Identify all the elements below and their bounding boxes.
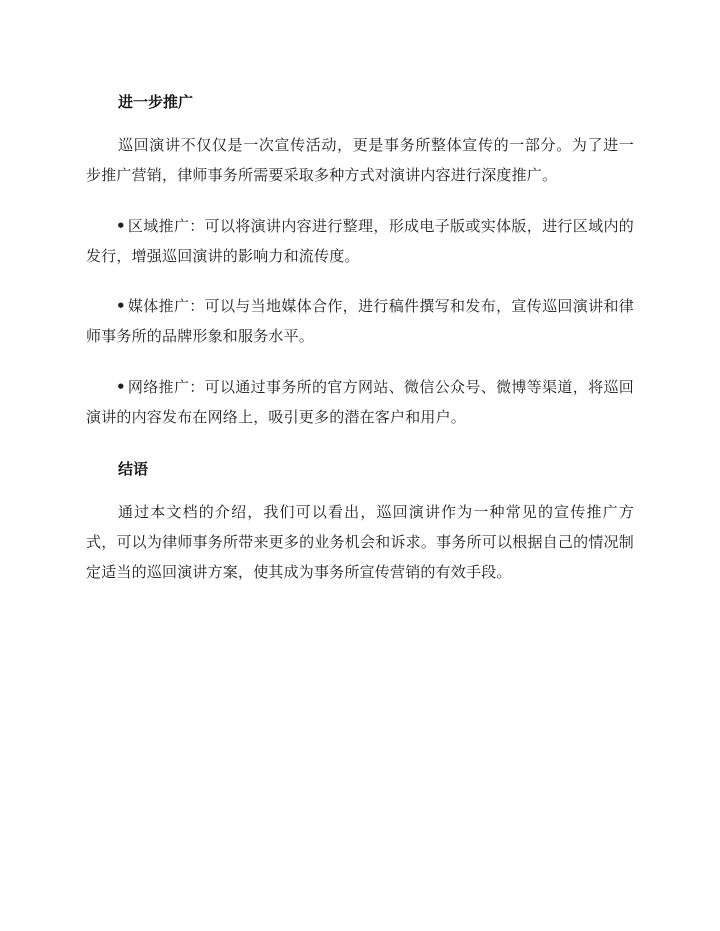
bullet-item-regional — [86, 211, 634, 271]
bullet-mark: • — [116, 297, 126, 315]
section-heading-conclusion: 结语 — [118, 460, 149, 478]
bullet-item-online — [86, 372, 634, 432]
bullet-mark: • — [116, 217, 126, 235]
bullet-item-media — [86, 291, 634, 351]
paragraph-promotion-intro — [86, 130, 634, 190]
bullet-text: 网络推广：可以通过事务所的官方网站、微信公众号、微博等渠道，将巡回演讲的内容发布在网络上，吸引更多的潜在客户和用户。 — [86, 378, 634, 426]
section-heading-promotion: 进一步推广 — [118, 93, 194, 111]
bullet-text: 区域推广：可以将演讲内容进行整理，形成电子版或实体版，进行区域内的发行，增强巡回演讲的影响力和流传度。 — [86, 217, 634, 265]
paragraph-conclusion — [86, 497, 634, 587]
paragraph-text: 通过本文档的介绍，我们可以看出，巡回演讲作为一种常见的宣传推广方式，可以为律师事务所带来更多的业务机会和诉求。事务所可以根据自己的情况制定适当的巡回演讲方案，使其成为事务所宣传营销的有效手段。 — [86, 503, 634, 581]
paragraph-text: 巡回演讲不仅仅是一次宣传活动，更是事务所整体宣传的一部分。为了进一步推广营销，律师事务所需要采取多种方式对演讲内容进行深度推广。 — [86, 136, 634, 184]
bullet-mark: • — [116, 378, 126, 396]
bullet-text: 媒体推广：可以与当地媒体合作，进行稿件撰写和发布，宣传巡回演讲和律师事务所的品牌形象和服务水平。 — [86, 297, 634, 345]
